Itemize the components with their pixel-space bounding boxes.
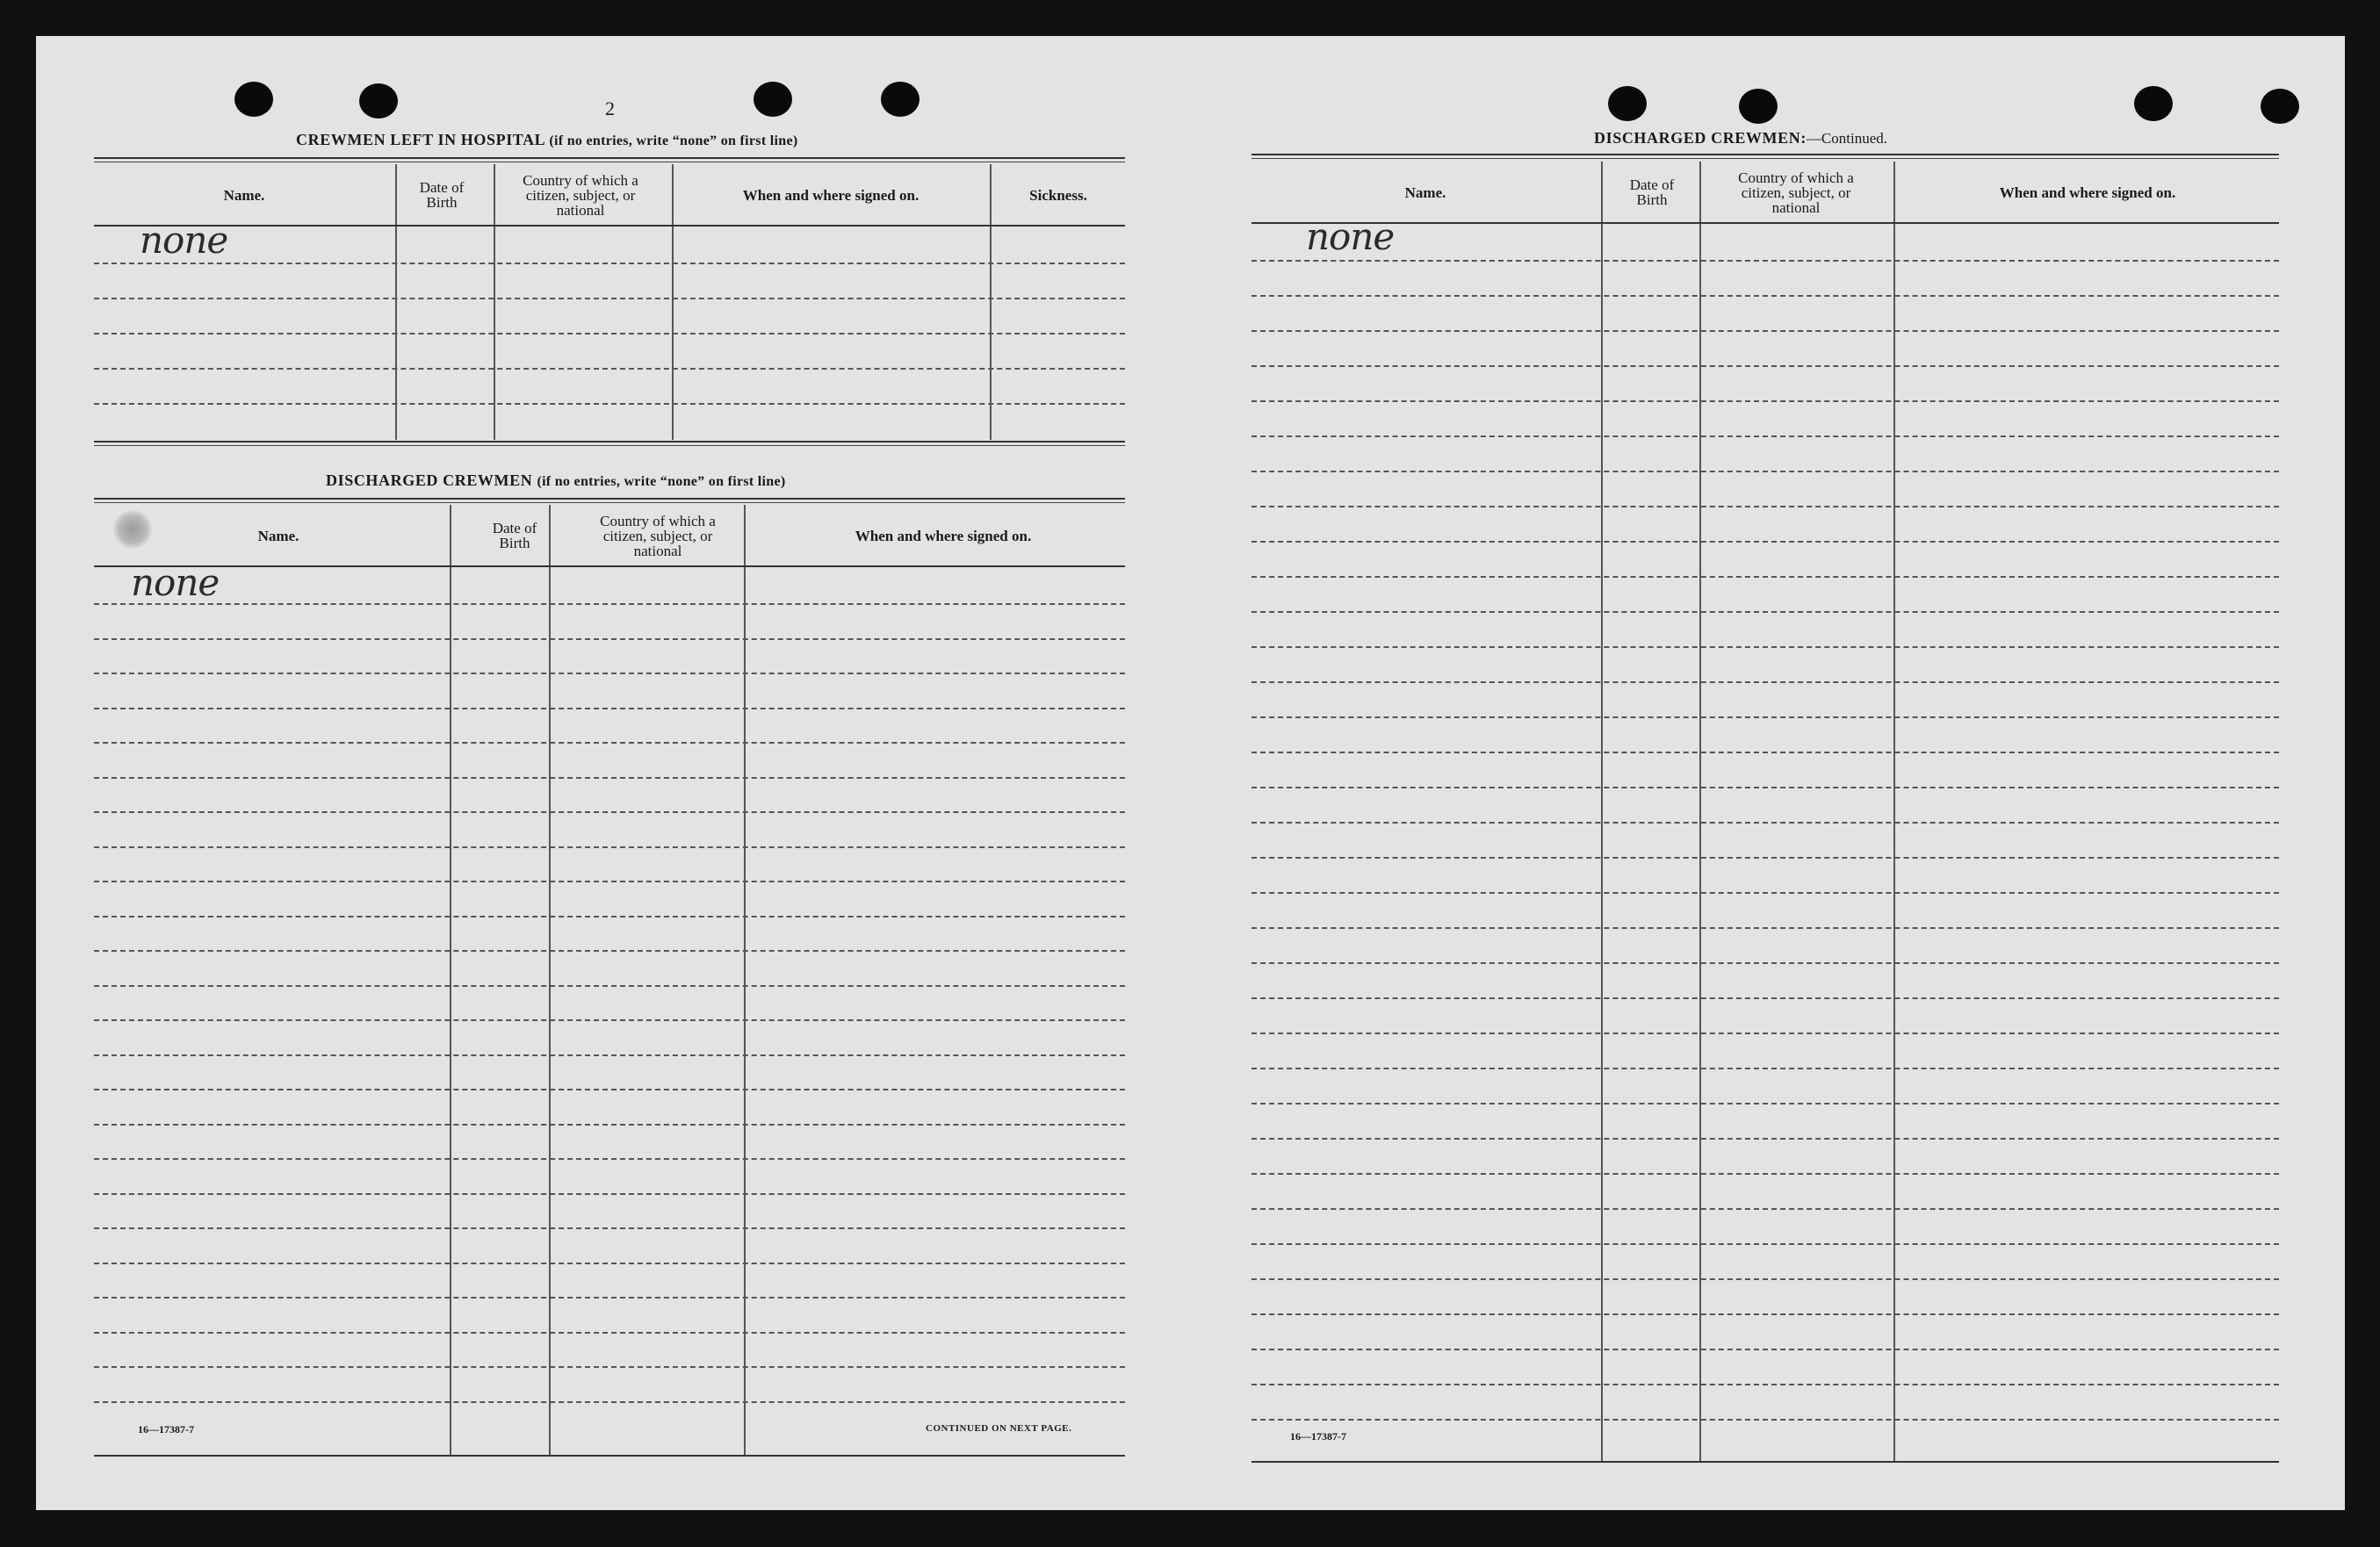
ruled-line: [1251, 260, 2279, 262]
right-form-number: 16—17387-7: [1290, 1430, 1346, 1443]
ruled-line: [1251, 1349, 2279, 1350]
ruled-line: [94, 1124, 1125, 1126]
ruled-line: [94, 1158, 1125, 1160]
ruled-line: [94, 1089, 1125, 1090]
ruled-line: [1251, 1138, 2279, 1140]
hospital-top-rule: [94, 157, 1125, 159]
right-col-divider: [1893, 162, 1895, 1461]
ruled-line: [94, 1227, 1125, 1229]
ruled-line: [94, 1332, 1125, 1334]
discharged-top-rule: [94, 498, 1125, 500]
hospital-col-divider: [990, 164, 992, 440]
ruled-line: [1251, 857, 2279, 859]
form-number: 16—17387-7: [138, 1423, 194, 1435]
ruled-line: [1251, 1103, 2279, 1104]
ruled-line: [1251, 365, 2279, 367]
discharged-col-signed: When and where signed on.: [855, 527, 1032, 544]
right-col-divider: [1699, 162, 1701, 1461]
form-sheet: [36, 36, 2345, 1510]
hospital-title-note: (if no entries, write “none” on first line): [549, 133, 798, 148]
right-header-rule: [1251, 222, 2279, 224]
hospital-col-divider: [395, 164, 397, 440]
ruled-line: [1251, 1313, 2279, 1315]
discharged-title-note: (if no entries, write “none” on first line): [537, 474, 786, 489]
ruled-line: [94, 811, 1125, 813]
continued-label: —Continued.: [1806, 130, 1888, 147]
hospital-section-title: [296, 131, 798, 149]
discharged-bottom-rule: [94, 1455, 1125, 1457]
hospital-col-divider: [494, 164, 495, 440]
ruled-line: [1251, 435, 2279, 437]
ruled-line: [1251, 1243, 2279, 1245]
ruled-line: [1251, 471, 2279, 472]
hospital-title-text: CREWMEN LEFT IN HOSPITAL: [296, 131, 545, 148]
punch-hole: [1739, 89, 1778, 124]
hospital-entry-none: none: [140, 219, 228, 262]
ruled-line: [94, 1193, 1125, 1195]
right-col-name: Name.: [1404, 183, 1446, 201]
punch-hole: [234, 82, 273, 117]
ruled-line: [94, 985, 1125, 987]
ruled-line: [94, 916, 1125, 917]
hospital-col-name: Name.: [223, 186, 265, 204]
ruled-line: [94, 708, 1125, 709]
punch-hole: [754, 82, 792, 117]
discharged-entry-none: none: [131, 561, 220, 604]
punch-hole: [359, 83, 398, 119]
ruled-line: [94, 1263, 1125, 1264]
ruled-line: [1251, 892, 2279, 894]
ruled-line: [94, 298, 1125, 299]
ruled-line: [94, 1401, 1125, 1403]
ruled-line: [94, 1297, 1125, 1299]
ruled-line: [94, 403, 1125, 405]
ruled-line: [1251, 927, 2279, 929]
hospital-bottom-rule-2: [94, 445, 1125, 446]
right-top-rule-2: [1251, 158, 2279, 159]
ruled-line: [94, 846, 1125, 848]
punch-hole: [2134, 86, 2173, 121]
ruled-line: [94, 1019, 1125, 1021]
right-top-rule: [1251, 154, 2279, 155]
ruled-line: [1251, 506, 2279, 507]
discharged-col-dob: Date of Birth: [492, 520, 537, 551]
right-col-signed: When and where signed on.: [1999, 183, 2176, 201]
discharged-header-rule: [94, 565, 1125, 567]
punch-hole: [881, 82, 920, 117]
ruled-line: [94, 638, 1125, 640]
ruled-line: [94, 777, 1125, 779]
ruled-line: [94, 1366, 1125, 1368]
ruled-line: [94, 603, 1125, 605]
discharged-continued-title-text: DISCHARGED CREWMEN:: [1594, 129, 1807, 147]
discharged-continued-title: [1594, 129, 1887, 148]
discharged-col-divider: [744, 505, 746, 1455]
ruled-line: [1251, 787, 2279, 788]
discharged-section-title: [326, 471, 786, 490]
discharged-col-country: Country of which a citizen, subject, or national: [600, 512, 716, 559]
discharged-top-rule-2: [94, 502, 1125, 503]
ruled-line: [1251, 1033, 2279, 1034]
ruled-line: [1251, 1384, 2279, 1385]
ruled-line: [1251, 716, 2279, 718]
right-entry-none: none: [1306, 215, 1395, 258]
punch-hole: [2261, 89, 2299, 124]
ruled-line: [1251, 822, 2279, 824]
ruled-line: [1251, 962, 2279, 964]
discharged-title-text: DISCHARGED CREWMEN: [326, 471, 533, 489]
ruled-line: [1251, 997, 2279, 999]
hospital-col-country: Country of which a citizen, subject, or national: [523, 171, 638, 219]
hospital-col-sickness: Sickness.: [1029, 186, 1087, 204]
right-col-country: Country of which a citizen, subject, or national: [1738, 169, 1854, 216]
ruled-line: [1251, 1173, 2279, 1175]
punch-hole: [1608, 86, 1647, 121]
right-col-dob: Date of Birth: [1629, 176, 1675, 208]
right-bottom-rule: [1251, 1461, 2279, 1463]
ruled-line: [1251, 752, 2279, 753]
ruled-line: [1251, 295, 2279, 297]
hospital-bottom-rule: [94, 441, 1125, 443]
hospital-header-rule: [94, 225, 1125, 227]
ruled-line: [94, 263, 1125, 264]
ruled-line: [1251, 400, 2279, 402]
hospital-col-signed: When and where signed on.: [742, 186, 920, 204]
ruled-line: [94, 673, 1125, 674]
ruled-line: [94, 950, 1125, 952]
hospital-col-dob: Date of Birth: [419, 179, 465, 211]
ruled-line: [94, 368, 1125, 370]
discharged-col-divider: [549, 505, 551, 1455]
discharged-col-name: Name.: [257, 527, 299, 544]
ruled-line: [1251, 541, 2279, 543]
ruled-line: [94, 742, 1125, 744]
ruled-line: [1251, 1208, 2279, 1210]
hospital-col-divider: [672, 164, 674, 440]
ruled-line: [1251, 611, 2279, 613]
ruled-line: [1251, 1278, 2279, 1280]
ruled-line: [1251, 1068, 2279, 1069]
discharged-col-divider: [450, 505, 451, 1455]
ruled-line: [1251, 1419, 2279, 1421]
continued-note: CONTINUED ON NEXT PAGE.: [926, 1423, 1072, 1434]
page-number: 2: [605, 97, 615, 119]
ruled-line: [94, 881, 1125, 882]
ruled-line: [94, 1054, 1125, 1056]
ruled-line: [1251, 646, 2279, 648]
ruled-line: [1251, 681, 2279, 683]
ruled-line: [1251, 576, 2279, 578]
ruled-line: [94, 333, 1125, 335]
right-col-divider: [1601, 162, 1603, 1461]
ruled-line: [1251, 330, 2279, 332]
